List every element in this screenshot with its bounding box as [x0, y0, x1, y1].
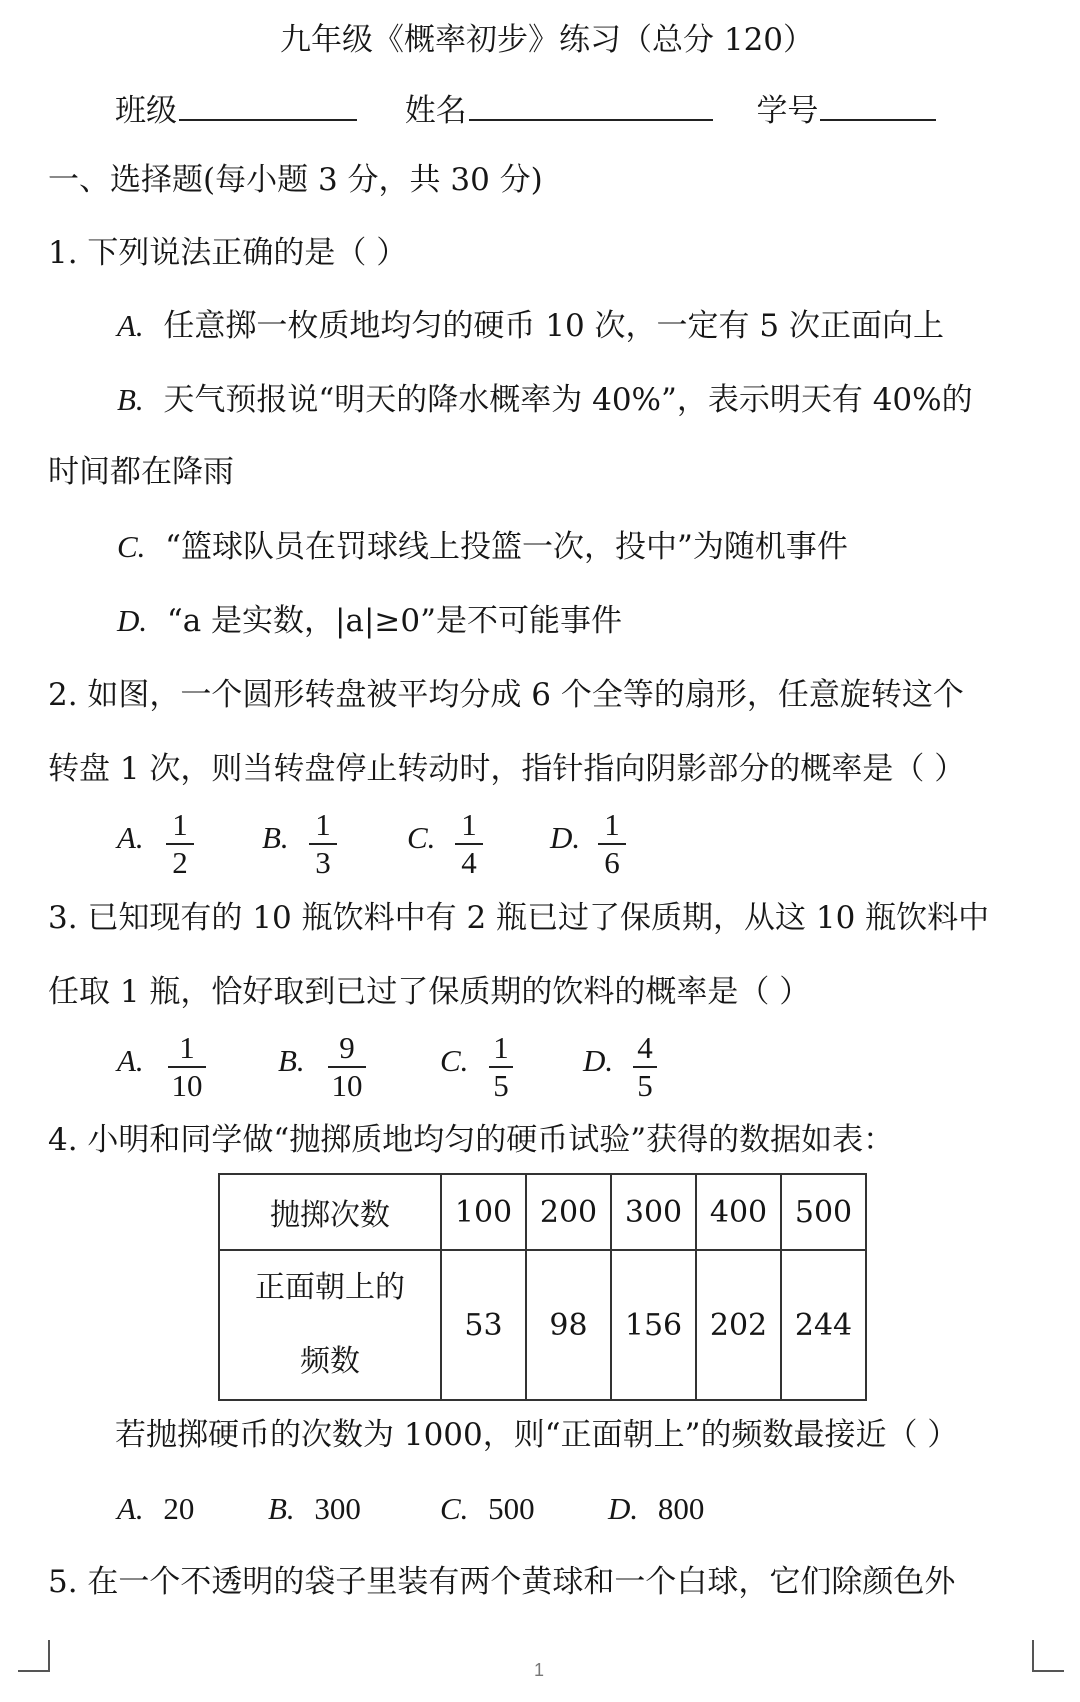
option-letter: D. — [117, 603, 148, 638]
option-text: 800 — [657, 1491, 705, 1526]
option-letter: C. — [440, 1491, 469, 1526]
q4-option-c — [440, 1489, 535, 1529]
question-2-stem-line2: 转盘 1 次，则当转盘停止转动时，指针指向阴影部分的概率是（ ） — [48, 751, 966, 787]
option-text: 20 — [163, 1491, 195, 1526]
q2-option-c-letter: C. — [407, 820, 436, 855]
class-label: 班级 — [115, 93, 177, 129]
question-5-stem-line1: 5. 在一个不透明的袋子里装有两个黄球和一个白球，它们除颜色外 — [48, 1564, 956, 1600]
option-letter: C. — [117, 529, 146, 564]
table-row — [219, 1174, 866, 1250]
question-1-option-b — [117, 380, 973, 420]
page-number: 1 — [534, 1660, 545, 1680]
question-1-option-c — [117, 527, 848, 567]
q2-option-c-fraction — [455, 808, 483, 880]
table-cell: 156 — [611, 1250, 696, 1400]
fraction-numerator: 1 — [172, 807, 188, 842]
option-letter: A. — [117, 1491, 144, 1526]
q2-option-d-fraction — [598, 808, 626, 880]
crop-mark-left — [18, 1640, 50, 1672]
option-letter: D. — [608, 1491, 639, 1526]
class-field[interactable] — [179, 89, 357, 121]
option-letter: A. — [117, 308, 144, 343]
fraction-numerator: 1 — [179, 1030, 195, 1065]
table-cell: 244 — [781, 1250, 866, 1400]
id-label: 学号 — [756, 93, 819, 129]
q2-option-a-letter: A. — [117, 820, 144, 855]
q3-option-d-fraction — [633, 1031, 657, 1103]
table-header-line: 频数 — [300, 1344, 360, 1379]
q3-option-a-letter: A. — [117, 1043, 144, 1078]
table-row — [219, 1250, 866, 1400]
table-header-cell — [219, 1250, 441, 1400]
coin-toss-data-table — [218, 1173, 867, 1401]
question-1-stem: 1. 下列说法正确的是（ ） — [48, 235, 408, 271]
question-1-option-d — [117, 601, 622, 641]
table-cell: 500 — [781, 1174, 866, 1250]
fraction-denominator: 6 — [604, 845, 620, 880]
option-letter: B. — [268, 1491, 295, 1526]
table-header-cell: 抛掷次数 — [219, 1174, 441, 1250]
q3-option-d-letter: D. — [583, 1043, 614, 1078]
option-text: 300 — [314, 1491, 361, 1526]
question-4-stem: 4. 小明和同学做“抛掷质地均匀的硬币试验”获得的数据如表： — [48, 1122, 895, 1158]
section-heading: 一、选择题(每小题 3 分，共 30 分) — [48, 162, 543, 198]
q3-option-b-fraction — [328, 1031, 366, 1103]
q3-option-b-letter: B. — [278, 1043, 305, 1078]
fraction-denominator: 5 — [637, 1068, 653, 1103]
option-text: 500 — [488, 1491, 535, 1526]
q3-option-a-fraction — [168, 1031, 206, 1103]
table-cell: 200 — [526, 1174, 611, 1250]
fraction-denominator: 4 — [461, 845, 477, 880]
crop-mark-right — [1032, 1640, 1064, 1672]
question-4-followup: 若抛掷硬币的次数为 1000，则“正面朝上”的频数最接近（ ） — [115, 1417, 959, 1453]
table-cell: 400 — [696, 1174, 781, 1250]
question-3-stem-line2: 任取 1 瓶，恰好取到已过了保质期的饮料的概率是（ ） — [48, 974, 811, 1010]
fraction-denominator: 10 — [331, 1068, 363, 1103]
info-row — [115, 85, 936, 130]
q2-option-d-letter: D. — [550, 820, 581, 855]
fraction-numerator: 1 — [493, 1030, 509, 1065]
q2-option-a-fraction — [166, 808, 194, 880]
option-text: “篮球队员在罚球线上投篮一次，投中”为随机事件 — [165, 529, 848, 565]
fraction-numerator: 1 — [315, 807, 331, 842]
question-2-stem-line1: 2. 如图，一个圆形转盘被平均分成 6 个全等的扇形，任意旋转这个 — [48, 677, 964, 713]
name-label: 姓名 — [404, 93, 467, 129]
table-cell: 100 — [441, 1174, 526, 1250]
q2-option-b-letter: B. — [262, 820, 289, 855]
name-field[interactable] — [469, 89, 713, 121]
q4-option-b — [268, 1489, 361, 1529]
table-cell: 202 — [696, 1250, 781, 1400]
fraction-numerator: 4 — [637, 1030, 653, 1065]
fraction-numerator: 1 — [604, 807, 620, 842]
fraction-numerator: 9 — [339, 1030, 355, 1065]
question-1-option-a — [117, 306, 944, 346]
student-id-field[interactable] — [820, 89, 936, 121]
question-1-option-b-continued: 时间都在降雨 — [48, 454, 234, 490]
q2-option-b-fraction — [309, 808, 337, 880]
q3-option-c-letter: C. — [440, 1043, 469, 1078]
fraction-denominator: 3 — [315, 845, 331, 880]
option-text: “a 是实数，|a|≥0”是不可能事件 — [166, 603, 622, 639]
q4-option-a — [117, 1489, 194, 1529]
question-3-stem-line1: 3. 已知现有的 10 瓶饮料中有 2 瓶已过了保质期，从这 10 瓶饮料中 — [48, 900, 990, 936]
table-cell: 98 — [526, 1250, 611, 1400]
table-cell: 53 — [441, 1250, 526, 1400]
fraction-denominator: 10 — [171, 1068, 203, 1103]
q4-option-d — [608, 1489, 704, 1529]
fraction-denominator: 5 — [493, 1068, 509, 1103]
option-letter: B. — [117, 382, 144, 417]
table-header-line: 正面朝上的 — [255, 1270, 405, 1305]
fraction-denominator: 2 — [172, 845, 188, 880]
q3-option-c-fraction — [489, 1031, 513, 1103]
option-text: 任意掷一枚质地均匀的硬币 10 次，一定有 5 次正面向上 — [163, 308, 944, 344]
option-text: 天气预报说“明天的降水概率为 40%”，表示明天有 40%的 — [163, 382, 973, 418]
page-title: 九年级《概率初步》练习（总分 120） — [280, 22, 815, 58]
table-cell: 300 — [611, 1174, 696, 1250]
fraction-numerator: 1 — [461, 807, 477, 842]
